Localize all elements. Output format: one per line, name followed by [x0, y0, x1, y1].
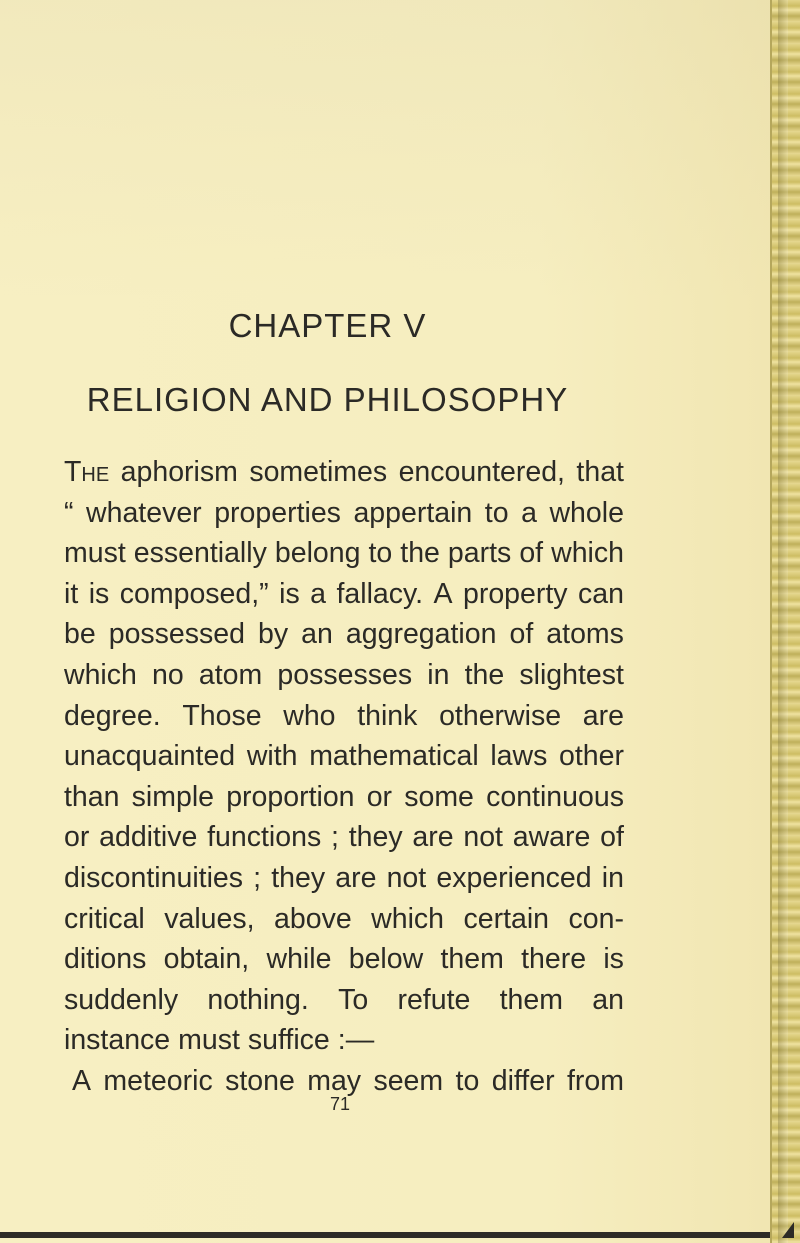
text-line	[64, 777, 624, 818]
text-line	[64, 899, 624, 940]
word: otherwise	[439, 699, 562, 732]
word: while	[266, 943, 332, 976]
word: an	[301, 618, 333, 651]
text-line	[64, 1020, 624, 1061]
text-line	[64, 980, 624, 1021]
word: additive	[99, 821, 198, 854]
word: which	[371, 902, 445, 935]
text-line	[64, 655, 624, 696]
word: differ	[491, 1064, 555, 1097]
word: “	[64, 496, 74, 529]
spine-shadow	[778, 0, 788, 1243]
word: an	[592, 983, 624, 1016]
word: ;	[331, 821, 339, 854]
word: be	[64, 618, 96, 651]
word: from	[566, 1064, 624, 1097]
word: the	[400, 537, 440, 570]
word: A	[433, 577, 453, 610]
word: proportion	[226, 780, 355, 813]
word: think	[357, 699, 418, 732]
paragraph	[64, 452, 624, 1102]
word: whole	[549, 496, 624, 529]
word: refute	[397, 983, 471, 1016]
word: the	[464, 658, 505, 691]
word: seem	[373, 1064, 444, 1097]
word: essentially	[133, 537, 267, 570]
word: below	[348, 943, 424, 976]
word: above	[274, 902, 352, 935]
show-through-shading	[0, 0, 770, 300]
word: The	[64, 456, 110, 488]
text-line	[64, 533, 624, 574]
word: appertain	[353, 496, 473, 529]
word: no	[152, 658, 184, 691]
word: not	[386, 861, 427, 894]
word: instance	[64, 1024, 171, 1057]
word: con-	[568, 902, 624, 935]
word: which	[551, 537, 624, 570]
word: sometimes	[249, 456, 388, 488]
chapter-title: RELIGION AND PHILOSOPHY	[86, 381, 569, 418]
word: To	[338, 983, 369, 1016]
bottom-rule	[0, 1232, 770, 1238]
word: to	[484, 496, 509, 529]
word: :—	[337, 1024, 375, 1057]
text-line	[64, 574, 624, 615]
text-line	[64, 452, 624, 493]
word: than	[64, 780, 120, 813]
word: experienced	[436, 861, 592, 894]
word: is	[88, 577, 110, 610]
word: composed,”	[119, 577, 269, 610]
word: who	[283, 699, 336, 732]
word: properties	[214, 496, 341, 529]
word: must	[64, 537, 126, 570]
word: or	[366, 780, 393, 813]
word: aggregation	[345, 618, 497, 651]
word: belong	[274, 537, 361, 570]
word: aware	[512, 821, 591, 854]
word: it	[64, 577, 79, 610]
word: of	[519, 537, 544, 570]
word: atom	[198, 658, 263, 691]
word: fallacy.	[336, 577, 424, 610]
word: of	[509, 618, 534, 651]
text-line	[64, 939, 624, 980]
word: them	[440, 943, 504, 976]
word: ditions	[64, 943, 147, 976]
word: parts	[447, 537, 512, 570]
word: to	[455, 1064, 480, 1097]
text-line	[64, 614, 624, 655]
word: are	[582, 699, 624, 732]
page-number: 71	[329, 1094, 351, 1114]
word: functions	[207, 821, 322, 854]
word: with	[246, 740, 298, 773]
word: atoms	[546, 618, 624, 651]
word: or	[64, 821, 90, 854]
word: aphorism	[120, 456, 238, 488]
word: nothing.	[207, 983, 309, 1016]
word: suffice	[247, 1024, 330, 1057]
word: stone	[225, 1064, 295, 1097]
word: laws	[490, 740, 548, 773]
word: unacquainted	[64, 740, 236, 773]
word: simple	[131, 780, 215, 813]
word: of	[600, 821, 624, 854]
word: certain	[463, 902, 550, 935]
text-line	[64, 858, 624, 899]
word: whatever	[86, 496, 202, 529]
word: they	[348, 821, 403, 854]
word: in	[427, 658, 450, 691]
word: must	[178, 1024, 240, 1057]
word: may	[307, 1064, 362, 1097]
word: by	[258, 618, 289, 651]
word: that	[576, 456, 624, 488]
word: mathematical	[309, 740, 479, 773]
word: is	[279, 577, 300, 610]
word: they	[271, 861, 326, 894]
word: meteoric	[103, 1064, 213, 1097]
text-line	[64, 696, 624, 737]
chapter-number: CHAPTER V	[228, 307, 427, 344]
word: obtain,	[163, 943, 250, 976]
word: them	[499, 983, 564, 1016]
word: suddenly	[64, 983, 179, 1016]
word: there	[521, 943, 587, 976]
word: continuous	[486, 780, 624, 813]
word: other	[559, 740, 624, 773]
text-line	[64, 736, 624, 777]
word: property	[462, 577, 568, 610]
word: A	[72, 1064, 92, 1097]
text-line	[64, 817, 624, 858]
word: critical	[64, 902, 145, 935]
word: possessed	[108, 618, 245, 651]
word: is	[603, 943, 624, 976]
word: discontinuities	[64, 861, 244, 894]
word: Those	[182, 699, 262, 732]
word: a	[521, 496, 537, 529]
word: ;	[253, 861, 262, 894]
word: possesses	[277, 658, 413, 691]
word: to	[368, 537, 393, 570]
corner-mark	[782, 1222, 794, 1238]
word: degree.	[64, 699, 161, 732]
word: some	[404, 780, 474, 813]
word: in	[601, 861, 624, 894]
word: which	[64, 658, 137, 691]
word: not	[463, 821, 503, 854]
word: are	[412, 821, 454, 854]
word: are	[335, 861, 377, 894]
word: values,	[164, 902, 255, 935]
word: a	[310, 577, 327, 610]
word: slightest	[519, 658, 624, 691]
word: can	[578, 577, 624, 610]
word: encountered,	[398, 456, 565, 488]
text-line	[64, 493, 624, 534]
